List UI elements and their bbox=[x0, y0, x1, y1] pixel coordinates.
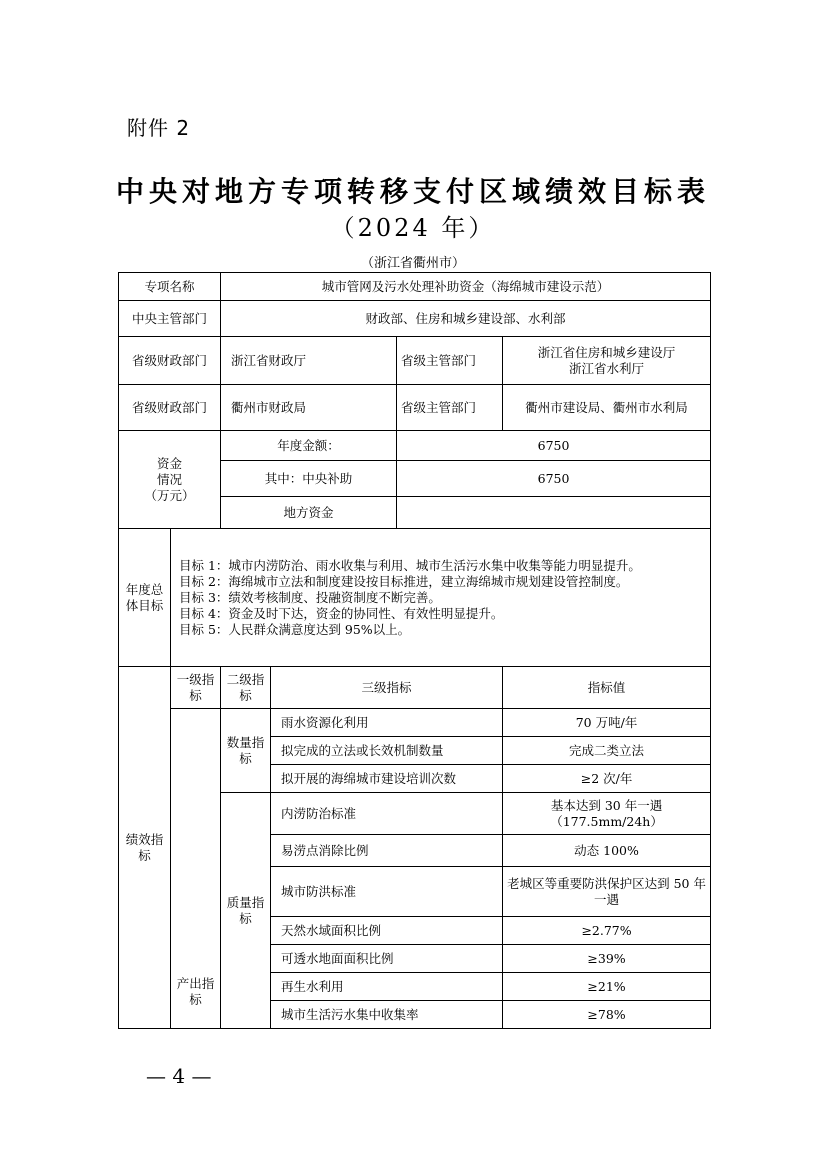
performance-indicators-label: 绩效指标 bbox=[119, 667, 171, 1029]
indicator-value: ≥2 次/年 bbox=[503, 765, 711, 793]
prov-dept-label: 省级主管部门 bbox=[397, 337, 503, 385]
page-subtitle-year: （2024 年） bbox=[330, 214, 496, 242]
indicator-name: 内涝防治标准 bbox=[271, 793, 503, 835]
central-subsidy-label: 其中：中央补助 bbox=[221, 461, 397, 497]
indicator-name: 城市生活污水集中收集率 bbox=[271, 1001, 503, 1029]
quantity-indicators-label: 数量指标 bbox=[221, 709, 271, 793]
performance-goal-table bbox=[118, 272, 711, 1029]
central-dept-label: 中央主管部门 bbox=[119, 301, 221, 337]
prov-finance-value: 浙江省财政厅 bbox=[221, 337, 397, 385]
city-finance-label: 省级财政部门 bbox=[119, 385, 221, 431]
region-label: （浙江省衢州市） bbox=[360, 256, 465, 271]
local-funds-value bbox=[397, 497, 711, 529]
attachment-label: 附件 2 bbox=[127, 116, 191, 140]
indicator-name: 拟开展的海绵城市建设培训次数 bbox=[271, 765, 503, 793]
indicator-name: 易涝点消除比例 bbox=[271, 835, 503, 867]
city-dept-value: 衢州市建设局、衢州市水利局 bbox=[503, 385, 711, 431]
quality-indicators-label: 质量指标 bbox=[221, 793, 271, 1029]
goal-item: 目标 3：绩效考核制度、投融资制度不断完善。 bbox=[179, 589, 441, 605]
prov-finance-label: 省级财政部门 bbox=[119, 337, 221, 385]
indicator-name: 雨水资源化利用 bbox=[271, 709, 503, 737]
goal-item: 目标 5：人民群众满意度达到 95%以上。 bbox=[179, 621, 411, 637]
project-name-value: 城市管网及污水处理补助资金（海绵城市建设示范） bbox=[221, 273, 711, 301]
page-number: — 4 — bbox=[146, 1064, 212, 1088]
annual-amount-value: 6750 bbox=[397, 431, 711, 461]
central-dept-value: 财政部、住房和城乡建设部、水利部 bbox=[221, 301, 711, 337]
central-subsidy-value: 6750 bbox=[397, 461, 711, 497]
col-value-header: 指标值 bbox=[503, 667, 711, 709]
project-name-label: 专项名称 bbox=[119, 273, 221, 301]
output-indicators-label: 产出指标 bbox=[171, 709, 221, 1029]
local-funds-label: 地方资金 bbox=[221, 497, 397, 529]
indicator-name: 城市防洪标准 bbox=[271, 867, 503, 917]
city-finance-value: 衢州市财政局 bbox=[221, 385, 397, 431]
indicator-value: 完成二类立法 bbox=[503, 737, 711, 765]
col-level3-header: 三级指标 bbox=[271, 667, 503, 709]
page-title: 中央对地方专项转移支付区域绩效目标表 bbox=[115, 175, 710, 208]
indicator-value: 老城区等重要防洪保护区达到 50 年一遇 bbox=[503, 867, 711, 917]
indicator-name: 天然水域面积比例 bbox=[271, 917, 503, 945]
annual-amount-label: 年度金额： bbox=[221, 431, 397, 461]
col-level2-header: 二级指标 bbox=[221, 667, 271, 709]
goal-item: 目标 4：资金及时下达，资金的协同性、有效性明显提升。 bbox=[179, 605, 504, 621]
city-dept-label: 省级主管部门 bbox=[397, 385, 503, 431]
indicator-name: 拟完成的立法或长效机制数量 bbox=[271, 737, 503, 765]
indicator-value: ≥39% bbox=[503, 945, 711, 973]
indicator-name: 再生水利用 bbox=[271, 973, 503, 1001]
col-level1-header: 一级指标 bbox=[171, 667, 221, 709]
indicator-value: 基本达到 30 年一遇（177.5mm/24h） bbox=[503, 793, 711, 835]
indicator-value: ≥78% bbox=[503, 1001, 711, 1029]
indicator-value: ≥21% bbox=[503, 973, 711, 1001]
annual-goals-list bbox=[171, 529, 711, 667]
funds-label: 资金 情况 （万元） bbox=[119, 431, 221, 529]
goal-item: 目标 2：海绵城市立法和制度建设按目标推进，建立海绵城市规划建设管控制度。 bbox=[179, 573, 629, 589]
indicator-value: 70 万吨/年 bbox=[503, 709, 711, 737]
prov-dept-value: 浙江省住房和城乡建设厅 浙江省水利厅 bbox=[503, 337, 711, 385]
annual-goals-label: 年度总体目标 bbox=[119, 529, 171, 667]
indicator-value: 动态 100% bbox=[503, 835, 711, 867]
indicator-value: ≥2.77% bbox=[503, 917, 711, 945]
goal-item: 目标 1：城市内涝防治、雨水收集与利用、城市生活污水集中收集等能力明显提升。 bbox=[179, 557, 641, 573]
indicator-name: 可透水地面面积比例 bbox=[271, 945, 503, 973]
